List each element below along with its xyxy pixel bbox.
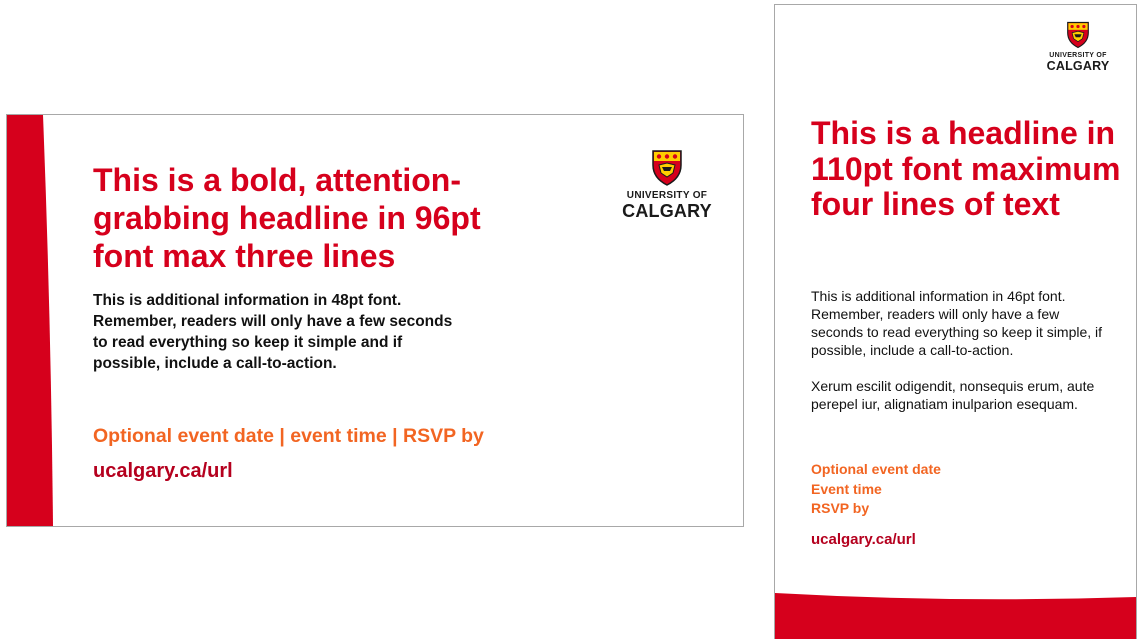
- event-date-line: Optional event date: [811, 461, 941, 477]
- landscape-event-info: Optional event date | event time | RSVP by: [93, 425, 484, 447]
- crest-icon: [651, 149, 683, 187]
- bottom-red-band: [775, 593, 1136, 639]
- event-time-line: Event time: [811, 480, 882, 497]
- logo-text-university-of: UNIVERSITY OF: [1049, 52, 1107, 59]
- crest-icon: [1066, 21, 1090, 49]
- portrait-body-text: This is additional information in 46pt font. Remember, readers will only have a few seconds to read everything so keep it simple, if possible, include a call-to-action.: [811, 288, 1103, 358]
- university-logo: [619, 149, 715, 220]
- portrait-event-info: [811, 460, 941, 519]
- portrait-headline: This is a headline in 110pt font maximum four lines of text: [811, 115, 1121, 222]
- logo-text-calgary: CALGARY: [1046, 59, 1110, 73]
- logo-text-university-of: UNIVERSITY OF: [626, 190, 708, 201]
- event-rsvp-line: RSVP by: [811, 500, 870, 516]
- portrait-slide: [774, 4, 1137, 639]
- landscape-slide: [6, 114, 744, 527]
- portrait-url[interactable]: ucalgary.ca/url: [811, 531, 916, 548]
- portrait-extra-text: Xerum escilit odigendit, nonsequis erum, aute perepel iur, alignatiam inulparion esequam.: [811, 378, 1095, 412]
- landscape-headline: This is a bold, attention-grabbing headline in 96pt font max three lines: [93, 162, 481, 274]
- landscape-url[interactable]: ucalgary.ca/url: [93, 460, 233, 482]
- university-logo: [1045, 21, 1111, 73]
- logo-text-calgary: CALGARY: [622, 201, 712, 221]
- landscape-body-text: This is additional information in 48pt font. Remember, readers will only have a few seconds to read everything so keep it simple and if possible, include a call-to-action.: [93, 292, 453, 372]
